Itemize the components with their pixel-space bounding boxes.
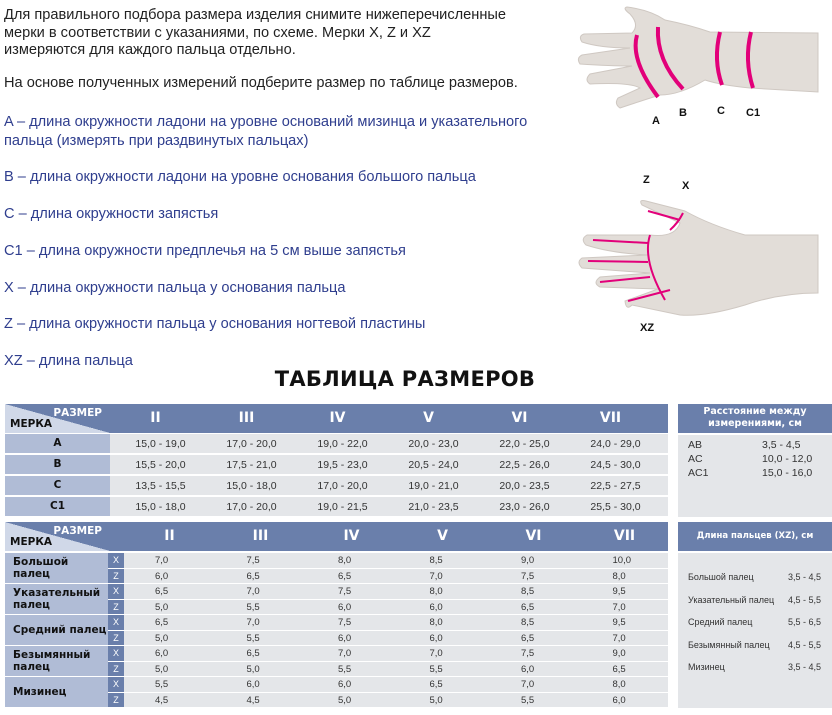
table-cell: 5,5 <box>521 694 535 706</box>
table-cell: 7,5 <box>338 586 352 597</box>
table-cell: 5,0 <box>155 632 169 644</box>
size-column-header: VII <box>599 410 622 426</box>
intro-line: Для правильного подбора размера изделия снимите нижеперечисленные <box>4 7 506 23</box>
finger-label-line: Большой палец <box>13 556 69 580</box>
box-body <box>678 435 832 517</box>
size-table-title: ТАБЛИЦА РАЗМЕРОВ <box>274 367 536 391</box>
size-column-header: VI <box>525 528 542 544</box>
table-cell: 5,5 <box>338 663 352 675</box>
table-cell: 13,5 - 15,5 <box>135 480 186 492</box>
table-cell: 7,0 <box>246 617 260 628</box>
size-column-header: II <box>164 528 175 544</box>
table-cell: 9,5 <box>612 586 626 597</box>
table-cell: 5,0 <box>429 694 443 706</box>
box-body <box>678 553 832 708</box>
table-cell: 6,0 <box>521 663 535 675</box>
row-label: C <box>5 476 110 495</box>
definition-line: C1 – длина окружности предплечья на 5 см выше запястья <box>4 243 406 259</box>
table-cell: 19,5 - 23,0 <box>317 459 368 471</box>
size-column-header: IV <box>343 528 360 544</box>
row-label: C1 <box>5 497 110 516</box>
table-cell: 6,5 <box>612 663 626 675</box>
table-cell: 23,0 - 26,0 <box>499 501 550 513</box>
finger-length: 5,5 - 6,5 <box>788 617 822 627</box>
table-cell: 7,0 <box>429 570 443 582</box>
table-cell: 4,5 <box>246 694 260 706</box>
xz-label: Z <box>108 693 124 708</box>
table-cell: 7,0 <box>612 601 626 613</box>
table-row <box>5 497 668 516</box>
table-cell: 25,5 - 30,0 <box>590 501 641 513</box>
header-corner <box>5 404 110 433</box>
size-table-hand <box>5 404 668 517</box>
table-cell: 5,5 <box>429 663 443 675</box>
definition-line: Z – длина окружности пальца у основания ногтевой пластины <box>4 316 426 332</box>
table-cell: 6,5 <box>246 570 260 582</box>
box-title-line: Расстояние между <box>703 406 807 417</box>
label-z: Z <box>643 174 650 186</box>
table-row <box>108 662 668 677</box>
definition-line: X – длина окружности пальца у основания пальца <box>4 280 346 296</box>
table-cell: 6,0 <box>338 601 352 613</box>
table-row <box>108 600 668 615</box>
intro-note: На основе полученных измерений подберите размер по таблице размеров. <box>4 75 518 91</box>
table-cell: 15,5 - 20,0 <box>135 459 186 471</box>
table-cell: 6,5 <box>155 586 169 597</box>
xz-label: Z <box>108 631 124 646</box>
table-cell: 15,0 - 19,0 <box>135 438 186 450</box>
table-cell: 6,0 <box>155 648 169 659</box>
finger-length: 4,5 - 5,5 <box>788 639 822 650</box>
table-cell: 17,5 - 21,0 <box>226 459 277 471</box>
table-cell: 7,5 <box>246 555 260 566</box>
table-cell: 7,0 <box>429 648 443 659</box>
xz-label: Z <box>108 600 124 615</box>
table-cell: 6,5 <box>429 679 443 690</box>
table-cell: 17,0 - 20,0 <box>317 480 368 492</box>
finger-hand-illustration <box>579 201 818 316</box>
header-corner <box>5 522 110 551</box>
header-measure-label: МЕРКА <box>10 536 53 548</box>
xz-label: Z <box>108 569 124 584</box>
hand-measurement-diagram <box>570 0 832 130</box>
finger-label <box>5 646 108 676</box>
header-size-label: РАЗМЕР <box>53 407 102 419</box>
table-cell: 6,5 <box>155 617 169 628</box>
label-x: X <box>682 180 690 192</box>
table-row <box>108 646 668 661</box>
finger-name: Средний палец <box>688 617 753 627</box>
size-table-fingers <box>5 522 668 708</box>
table-cell: 5,0 <box>338 694 352 706</box>
distance-value: 10,0 - 12,0 <box>762 453 813 465</box>
intro-line: измеряются для каждого пальца отдельно. <box>4 42 296 58</box>
finger-length: 3,5 - 4,5 <box>788 662 822 672</box>
label-b: B <box>679 107 687 119</box>
finger-label-line: Средний палец <box>13 624 107 636</box>
distance-box <box>678 404 832 517</box>
table-cell: 5,5 <box>155 679 169 690</box>
label-c1: C1 <box>746 107 761 119</box>
table-cell: 8,0 <box>612 570 626 582</box>
header-size-label: РАЗМЕР <box>53 525 102 537</box>
definition-line: XZ – длина пальца <box>4 353 133 369</box>
table-cell: 19,0 - 21,5 <box>317 501 368 513</box>
table-cell: 8,0 <box>612 679 626 690</box>
table-cell: 6,0 <box>338 679 352 690</box>
xz-label: X <box>108 584 124 599</box>
table-cell: 7,0 <box>521 679 535 690</box>
finger-name: Безымянный палец <box>688 639 770 650</box>
table-row <box>5 455 668 474</box>
finger-label <box>5 584 108 614</box>
box-header: Длина пальцев (XZ), см <box>678 522 832 551</box>
table-cell: 7,0 <box>338 648 352 659</box>
finger-length-box <box>678 522 832 708</box>
distance-name: AB <box>688 439 703 451</box>
table-cell: 6,5 <box>246 648 260 659</box>
finger-label <box>5 677 108 707</box>
xz-label: X <box>108 646 124 661</box>
table-cell: 21,0 - 23,5 <box>408 501 459 513</box>
table-cell: 6,5 <box>521 632 535 644</box>
table-cell: 7,5 <box>338 617 352 628</box>
xz-label: Z <box>108 662 124 677</box>
table-cell: 10,0 <box>612 555 631 566</box>
table-cell: 7,0 <box>246 586 260 597</box>
finger-label <box>5 553 108 583</box>
box-header <box>678 404 832 433</box>
label-c: C <box>717 105 725 117</box>
intro-line: мерки в соответствии с указаниями, по схеме. Мерки X, Z и XZ <box>4 25 431 41</box>
finger-label-line: Мизинец <box>13 686 67 698</box>
table-cell: 6,5 <box>521 601 535 613</box>
xz-label: X <box>108 615 124 630</box>
table-row <box>108 584 668 599</box>
table-row <box>108 553 668 568</box>
table-cell: 5,0 <box>155 601 169 613</box>
table-cell: 22,5 - 27,5 <box>590 480 641 492</box>
size-column-header: VI <box>511 410 528 426</box>
table-row <box>108 615 668 630</box>
table-cell: 8,5 <box>521 617 535 628</box>
table-cell: 24,0 - 29,0 <box>590 438 641 450</box>
table-cell: 8,0 <box>429 617 443 628</box>
table-cell: 6,0 <box>429 601 443 613</box>
hand-illustration <box>578 7 818 108</box>
size-column-header: II <box>150 410 161 426</box>
table-cell: 5,0 <box>246 663 260 675</box>
table-cell: 6,0 <box>338 632 352 644</box>
table-cell: 5,5 <box>246 632 260 644</box>
finger-label <box>5 615 108 645</box>
finger-length: 4,5 - 5,5 <box>788 594 822 605</box>
finger-name: Мизинец <box>688 662 725 672</box>
table-row <box>108 631 668 646</box>
distance-name: AC1 <box>688 467 709 479</box>
table-cell: 20,0 - 23,0 <box>408 438 459 450</box>
table-cell: 6,0 <box>246 679 260 690</box>
size-column-header: III <box>238 410 255 426</box>
table-cell: 15,0 - 18,0 <box>226 480 277 492</box>
row-label: B <box>5 455 110 474</box>
table-cell: 8,0 <box>338 555 352 566</box>
table-cell: 7,0 <box>155 555 169 566</box>
table-cell: 9,0 <box>612 648 626 659</box>
table-cell: 20,0 - 23,5 <box>499 480 550 492</box>
finger-length: 3,5 - 4,5 <box>788 572 822 582</box>
definition-line: пальца (измерять при раздвинутых пальцах) <box>4 133 309 149</box>
table-cell: 8,5 <box>429 555 443 566</box>
finger-label-line: Безымянный <box>13 649 91 661</box>
box-title-line: измерениями, см <box>708 418 802 429</box>
table-cell: 9,5 <box>612 617 626 628</box>
definition-line: C – длина окружности запястья <box>4 206 219 222</box>
size-column-header: VII <box>613 528 636 544</box>
table-cell: 19,0 - 21,0 <box>408 480 459 492</box>
table-cell: 19,0 - 22,0 <box>317 438 368 450</box>
distance-value: 3,5 - 4,5 <box>762 439 801 451</box>
table-row <box>5 476 668 495</box>
size-column-header: III <box>252 528 269 544</box>
finger-name: Большой палец <box>688 572 754 582</box>
table-cell: 22,0 - 25,0 <box>499 438 550 450</box>
table-row <box>108 569 668 584</box>
size-column-header: IV <box>329 410 346 426</box>
table-cell: 8,5 <box>521 586 535 597</box>
table-cell: 8,0 <box>429 586 443 597</box>
definition-line: B – длина окружности ладони на уровне основания большого пальца <box>4 169 476 185</box>
table-cell: 5,0 <box>155 663 169 675</box>
size-column-header: V <box>423 410 434 426</box>
table-cell: 24,5 - 30,0 <box>590 459 641 471</box>
table-cell: 7,5 <box>521 648 535 659</box>
definition-line: A – длина окружности ладони на уровне оснований мизинца и указательного <box>4 114 528 130</box>
table-header <box>5 404 668 433</box>
size-column-header: V <box>437 528 448 544</box>
table-row <box>108 693 668 708</box>
finger-label-line: палец <box>13 661 50 673</box>
table-cell: 7,5 <box>521 570 535 582</box>
distance-name: AC <box>688 453 703 465</box>
table-cell: 20,5 - 24,0 <box>408 459 459 471</box>
table-cell: 4,5 <box>155 694 169 706</box>
header-measure-label: МЕРКА <box>10 418 53 430</box>
distance-value: 15,0 - 16,0 <box>762 467 813 479</box>
label-xz: XZ <box>640 322 655 334</box>
row-label: A <box>5 434 110 453</box>
xz-label: X <box>108 553 124 568</box>
measure-labels <box>652 105 760 127</box>
table-cell: 6,0 <box>612 694 626 706</box>
finger-label-line: Указательный <box>13 587 101 599</box>
table-row <box>108 677 668 692</box>
table-header <box>5 522 668 551</box>
table-cell: 7,0 <box>612 632 626 644</box>
table-cell: 17,0 - 20,0 <box>226 501 277 513</box>
finger-label-line: палец <box>13 599 50 611</box>
table-row <box>5 434 668 453</box>
finger-measurement-diagram <box>570 165 832 335</box>
table-cell: 17,0 - 20,0 <box>226 438 277 450</box>
xz-label: X <box>108 677 124 692</box>
table-cell: 9,0 <box>521 555 535 566</box>
finger-name: Указательный палец <box>688 594 775 605</box>
table-cell: 6,5 <box>338 570 352 582</box>
table-cell: 15,0 - 18,0 <box>135 501 186 513</box>
table-cell: 6,0 <box>155 570 169 582</box>
table-cell: 22,5 - 26,0 <box>499 459 550 471</box>
label-a: A <box>652 115 660 127</box>
table-cell: 6,0 <box>429 632 443 644</box>
table-cell: 5,5 <box>246 601 260 613</box>
